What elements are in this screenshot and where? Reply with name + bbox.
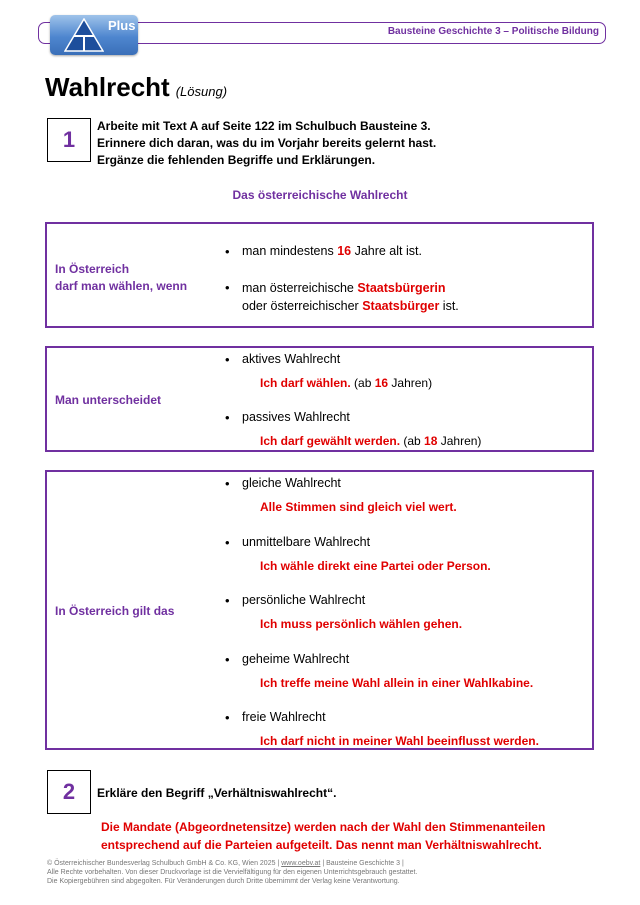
task-2-answer <box>101 818 581 854</box>
answer-text: Ich wähle direkt eine Partei oder Person. <box>260 559 491 573</box>
footer-line: Alle Rechte vorbehalten. Von dieser Druckvorlage ist die Vervielfältigung für den eigenen Unterrichtsgebrauch gestattet. <box>47 869 418 876</box>
list-item: • gleiche Wahlrecht <box>242 476 341 490</box>
answer-age: 16 <box>337 244 352 258</box>
task-number-2: 2 <box>47 770 91 814</box>
publisher-link[interactable]: www.oebv.at <box>281 860 321 867</box>
publisher-logo <box>50 15 138 55</box>
logo-text: Plus <box>108 18 136 33</box>
list-item <box>242 279 459 315</box>
answer-active: Ich darf wählen. <box>260 376 351 390</box>
list-item: • freie Wahlrecht <box>242 710 326 724</box>
answer-text: Alle Stimmen sind gleich viel wert. <box>260 500 457 514</box>
answer-citizen-f: Staatsbürgerin <box>357 281 446 295</box>
note-text: (ab <box>350 376 375 390</box>
list-item: • persönliche Wahlrecht <box>242 593 365 607</box>
panel-voting-requirements <box>45 222 594 328</box>
item-text: ist. <box>439 299 459 313</box>
footer-text: | Bausteine Geschichte 3 | <box>320 860 404 867</box>
triangle-logo-icon <box>64 18 104 52</box>
answer-text: Ich muss persönlich wählen gehen. <box>260 617 463 631</box>
answer-line <box>260 434 481 448</box>
answer-citizen-m: Staatsbürger <box>362 299 440 313</box>
task-2-question: Erkläre den Begriff „Verhältniswahlrecht“. <box>97 786 337 800</box>
task-1-line: Erinnere dich daran, was du im Vorjahr bereits gelernt hast. <box>97 136 437 150</box>
answer-age: 16 <box>374 376 389 390</box>
list-item: • aktives Wahlrecht <box>242 352 340 366</box>
panel-voting-types <box>45 346 594 452</box>
answer-text: Ich treffe meine Wahl allein in einer Wahlkabine. <box>260 676 534 690</box>
section-title: Das österreichische Wahlrecht <box>232 188 408 202</box>
list-item <box>242 244 422 258</box>
title-text: Wahlrecht <box>45 72 170 102</box>
answer-age: 18 <box>424 434 438 448</box>
panel-label <box>55 261 187 295</box>
label-line: darf man wählen, wenn <box>55 279 188 293</box>
answer-line: Die Mandate (Abgeordnetensitze) werden nach der Wahl den Stimmenanteilen <box>101 820 546 834</box>
task-number-1: 1 <box>47 118 91 162</box>
item-text: man mindestens <box>242 244 338 258</box>
panel-voting-principles <box>45 470 594 750</box>
label-line: In Österreich <box>55 262 130 276</box>
list-item: • unmittelbare Wahlrecht <box>242 535 370 549</box>
list-item: • geheime Wahlrecht <box>242 652 349 666</box>
list-item: • passives Wahlrecht <box>242 410 350 424</box>
panel-label: In Österreich gilt das <box>55 604 175 618</box>
task-1-line: Arbeite mit Text A auf Seite 122 im Schulbuch Bausteine 3. <box>97 119 431 133</box>
footer <box>47 859 417 886</box>
book-title: Bausteine Geschichte 3 – Politische Bildung <box>387 26 599 37</box>
page-title <box>45 72 227 103</box>
footer-line <box>47 859 417 868</box>
item-text: man österreichische <box>242 281 358 295</box>
note-text: (ab <box>400 434 425 448</box>
panel-label: Man unterscheidet <box>55 393 162 407</box>
footer-text: © Österreichischer Bundesverlag Schulbuch GmbH & Co. KG, Wien 2025 | <box>47 860 282 867</box>
answer-line <box>260 376 432 390</box>
task-1-instructions <box>97 118 436 169</box>
item-text: oder österreichischer <box>242 299 363 313</box>
answer-line: entsprechend auf die Parteien aufgeteilt. Das nennt man Verhältniswahlrecht. <box>101 838 542 852</box>
answer-text: Ich darf nicht in meiner Wahl beeinflusst werden. <box>260 734 539 748</box>
item-text: Jahre alt ist. <box>351 244 422 258</box>
note-text: Jahren) <box>437 434 482 448</box>
answer-passive: Ich darf gewählt werden. <box>260 434 401 448</box>
title-note: (Lösung) <box>175 84 228 99</box>
footer-line: Die Kopiergebühren sind abgegolten. Für Veränderungen durch Dritte übernimmt der Verlag keine Verantwortung. <box>47 878 400 885</box>
task-1-line: Ergänze die fehlenden Begriffe und Erklärungen. <box>97 153 376 167</box>
note-text: Jahren) <box>388 376 433 390</box>
